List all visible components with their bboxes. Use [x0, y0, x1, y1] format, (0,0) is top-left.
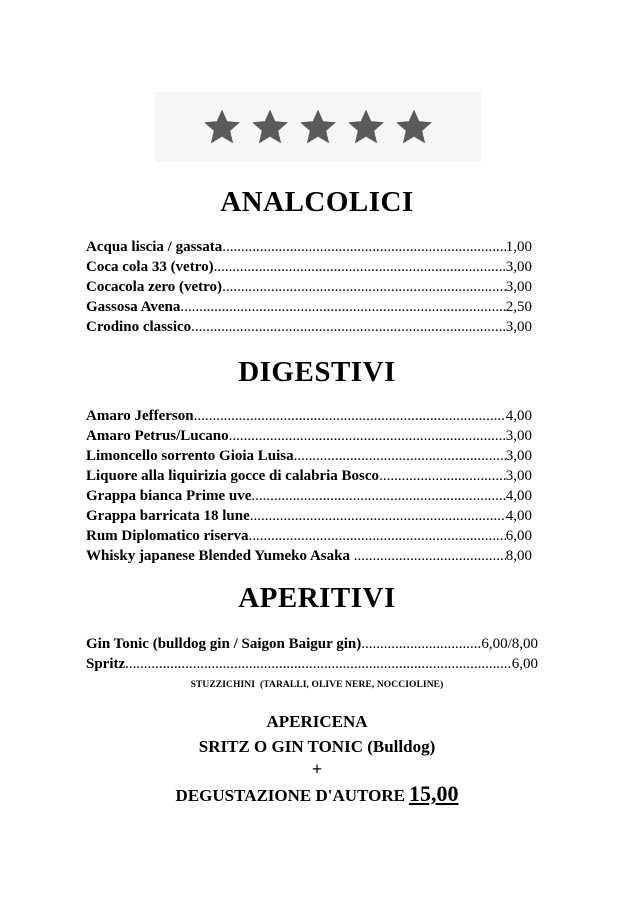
item-price: 6,00	[511, 656, 538, 672]
apericena-price: 15,00	[408, 781, 459, 806]
item-name: Limoncello sorrento Gioia Luisa	[86, 448, 294, 464]
item-price: 3,00	[505, 468, 532, 484]
menu-item	[86, 468, 532, 488]
dot-leader	[214, 259, 506, 276]
apericena-plus: +	[311, 759, 323, 779]
menu-item	[86, 428, 532, 448]
dot-leader	[248, 528, 505, 545]
item-name: Crodino classico	[86, 319, 192, 335]
item-name: Spritz	[86, 656, 126, 672]
menu-item	[86, 508, 532, 528]
star-icon	[394, 107, 434, 147]
apericena-degustazione	[0, 783, 634, 807]
dot-leader	[222, 239, 505, 256]
item-price: 3,00	[505, 259, 532, 275]
item-price: 6,00	[505, 528, 532, 544]
item-name: Amaro Jefferson	[86, 408, 194, 424]
item-name: Grappa barricata 18 lune	[86, 508, 250, 524]
star-icon	[346, 107, 386, 147]
item-price: 4,00	[505, 488, 532, 504]
section-title-analcolici: ANALCOLICI	[220, 186, 414, 218]
item-price: 2,50	[505, 299, 532, 315]
section-title-digestivi: DIGESTIVI	[238, 356, 396, 388]
dot-leader	[222, 279, 506, 296]
menu-item	[86, 548, 532, 568]
item-price: 3,00	[505, 448, 532, 464]
apericena-drinks: SRITZ O GIN TONIC (Bulldog)	[198, 737, 436, 756]
menu-list-aperitivi	[86, 636, 538, 676]
star-icon	[298, 107, 338, 147]
dot-leader	[379, 468, 506, 485]
item-price: 3,00	[505, 279, 532, 295]
apericena-title: APERICENA	[266, 712, 368, 731]
dot-leader	[294, 448, 506, 465]
item-name: Gassosa Avena	[86, 299, 181, 315]
degustazione-label: DEGUSTAZIONE D'AUTORE	[175, 786, 405, 805]
dot-leader	[191, 319, 506, 336]
item-name: Grappa bianca Prime uve	[86, 488, 252, 504]
menu-item	[86, 259, 532, 279]
item-price: 4,00	[505, 508, 532, 524]
menu-list-digestivi	[86, 408, 532, 568]
item-name: Acqua liscia / gassata	[86, 239, 223, 255]
dot-leader	[250, 508, 506, 525]
stuzzichini-note: STUZZICHINI (TARALLI, OLIVE NERE, NOCCIOLINE)	[190, 680, 444, 690]
item-name: Amaro Petrus/Lucano	[86, 428, 229, 444]
dot-leader	[361, 636, 481, 653]
menu-item	[86, 488, 532, 508]
item-price: 8,00	[505, 548, 532, 564]
dot-leader	[354, 548, 506, 565]
menu-item	[86, 528, 532, 548]
item-name: Coca cola 33 (vetro)	[86, 259, 214, 275]
item-price: 3,00	[505, 428, 532, 444]
star-icon	[202, 107, 242, 147]
item-name: Cocacola zero (vetro)	[86, 279, 223, 295]
menu-item	[86, 656, 538, 676]
item-name: Whisky japanese Blended Yumeko Asaka	[86, 548, 354, 564]
item-price: 6,00/8,00	[481, 636, 538, 652]
star-icon	[250, 107, 290, 147]
menu-item	[86, 408, 532, 428]
menu-item	[86, 636, 538, 656]
dot-leader	[229, 428, 506, 445]
menu-item	[86, 279, 532, 299]
dot-leader	[180, 299, 505, 316]
menu-item	[86, 239, 532, 259]
menu-item	[86, 299, 532, 319]
menu-item	[86, 319, 532, 339]
item-name: Gin Tonic (bulldog gin / Saigon Baigur gin)	[86, 636, 362, 652]
menu-item	[86, 448, 532, 468]
item-price: 3,00	[505, 319, 532, 335]
item-name: Liquore alla liquirizia gocce di calabria Bosco	[86, 468, 380, 484]
dot-leader	[251, 488, 505, 505]
dot-leader	[125, 656, 512, 673]
item-price: 4,00	[505, 408, 532, 424]
item-name: Rum Diplomatico riserva	[86, 528, 249, 544]
dot-leader	[194, 408, 506, 425]
item-price: 1,00	[505, 239, 532, 255]
menu-list-analcolici	[86, 239, 532, 339]
section-title-aperitivi: APERITIVI	[238, 582, 396, 614]
star-rating	[155, 92, 481, 162]
